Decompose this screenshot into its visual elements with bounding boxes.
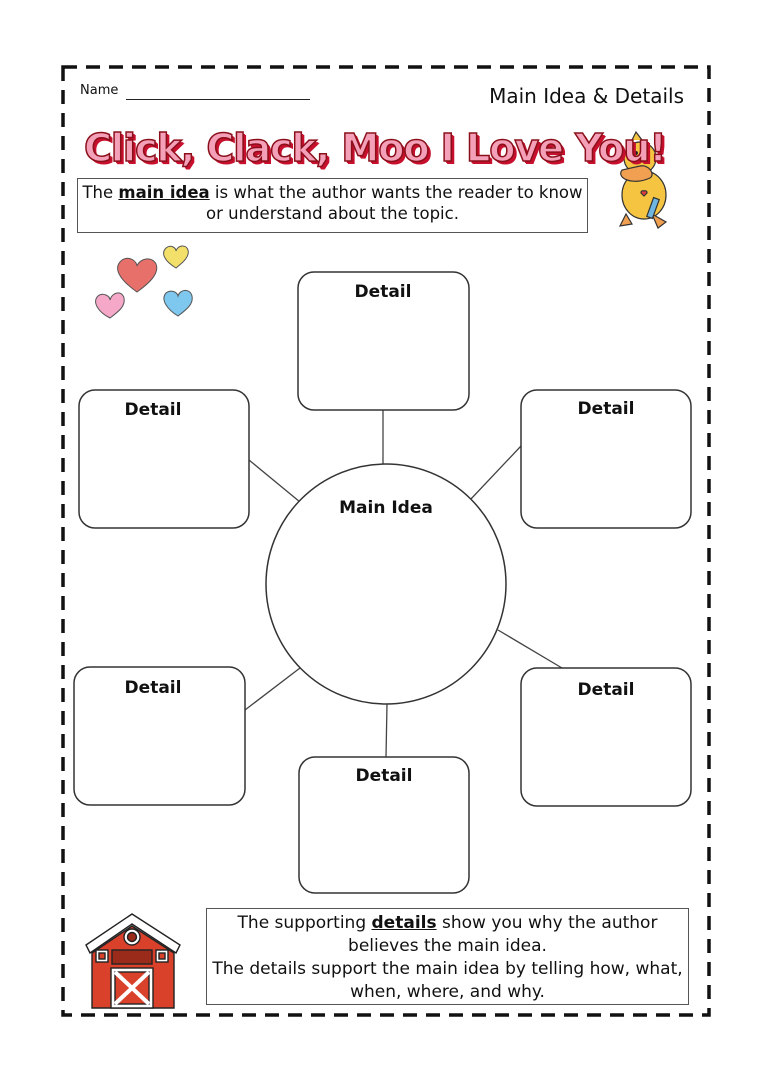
details-keyword: details (371, 913, 437, 933)
main-idea-keyword: main idea (118, 183, 210, 202)
detail-label-upper-right: Detail (577, 399, 635, 419)
book-title: Click, Clack, Moo I Love You! (84, 126, 666, 170)
detail-label-top: Detail (354, 282, 412, 302)
main-idea-definition-box (77, 178, 588, 233)
hearts-icon (96, 246, 193, 318)
sheet-title: Main Idea & Details (489, 84, 684, 108)
detail-label-bottom: Detail (355, 766, 413, 786)
definition-text: The (82, 183, 119, 202)
name-label: Name (80, 83, 119, 98)
detail-label-lower-right: Detail (577, 680, 635, 700)
definition-text: The details support the main idea by telling how, what, when, where, and why. (212, 959, 683, 1002)
definition-text: The supporting (237, 913, 372, 933)
definition-text: show you why the author believes the main idea. (348, 913, 658, 956)
name-input-line[interactable] (126, 99, 310, 100)
details-definition-box (206, 908, 689, 1005)
detail-label-upper-left: Detail (124, 400, 182, 420)
main-idea-label: Main Idea (339, 498, 433, 518)
barn-icon (86, 914, 180, 1008)
detail-label-lower-left: Detail (124, 678, 182, 698)
definition-text: is what the author wants the reader to know or understand about the topic. (206, 183, 583, 223)
